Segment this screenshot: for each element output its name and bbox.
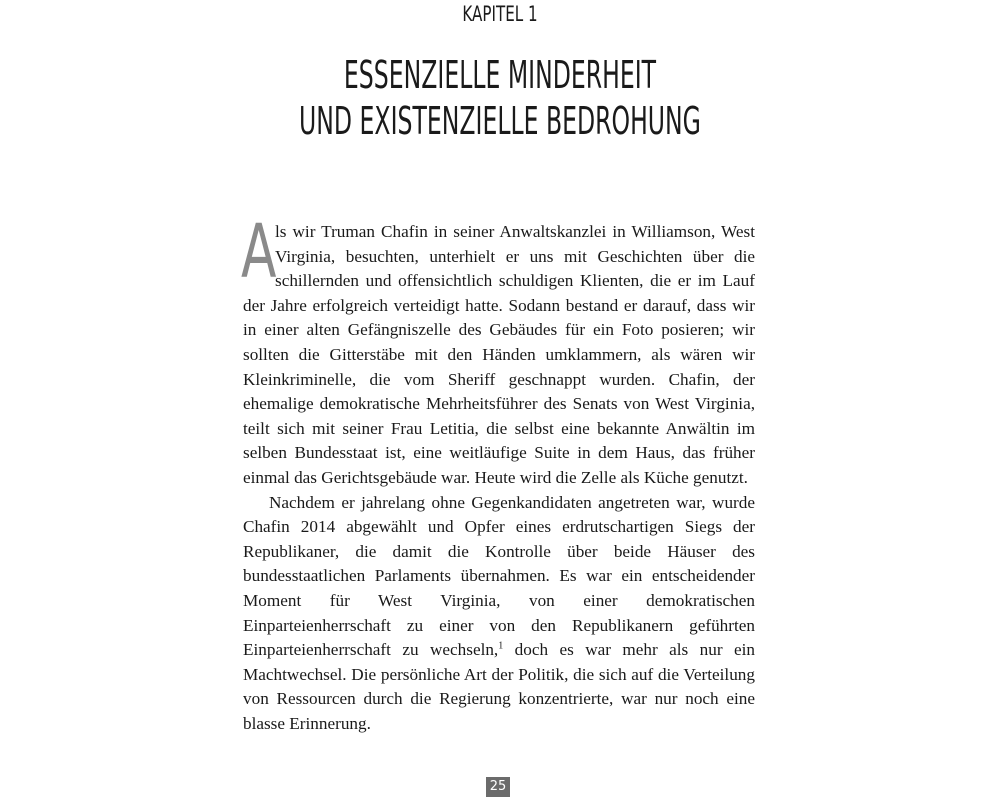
paragraph-2-text-part-1: Nachdem er jahrelang ohne Gegenkandidaten angetreten war, wurde Chafin 2014 abgewählt und Opfer eines erdrutschartigen Siegs der Republikaner, die damit die Kontrolle über beide Häuser des bundesstaatlichen Parlaments übernahmen. Es war ein entscheidender Moment für West Virginia, von einer demokratischen Einparteienherrschaft zu einer von den Republikanern geführten Einparteienherrschaft zu wechseln, — [243, 492, 755, 660]
paragraph-2-text-part-2: doch es war mehr als nur ein Machtwechsel. Die persönliche Art der Politik, die sich auf die Verteilung von Ressourcen durch die Regierung konzentrierte, war nur noch eine blasse Erinnerung. — [243, 640, 755, 733]
page-number: 25 — [486, 777, 510, 797]
paragraph-1 — [241, 209, 755, 491]
chapter-label: KAPITEL 1 — [462, 2, 538, 26]
footnote-reference[interactable]: 1 — [498, 640, 504, 652]
paragraph-1-text: ls wir Truman Chafin in seiner Anwaltskanzlei in Williamson, West Virginia, besuchten, unterhielt er uns mit Geschichten über die schillernden und offensichtlich schuldigen Klienten, die er im Lauf der Jahre erfolgreich verteidigt hatte. Sodann bestand er darauf, dass wir in einer alten Gefängniszelle des Gebäudes für ein Foto posieren; wir sollten die Gitterstäbe mit den Händen umklammern, als wären wir Kleinkriminelle, die vom Sheriff geschnappt wurden. Chafin, der ehemalige demokratische Mehrheitsführer des Senats von West Virginia, teilt sich mit seiner Frau Letitia, die selbst eine bekannte Anwältin im selben Bundesstaat ist, eine weitläufige Suite in dem Haus, das früher einmal das Gerichtsgebäude war. Heute wird die Zelle als Küche genutzt. — [243, 222, 755, 487]
chapter-title — [190, 52, 810, 144]
body-text — [241, 209, 755, 736]
paragraph-2 — [243, 491, 755, 737]
chapter-title-line-1: ESSENZIELLE MINDERHEIT — [343, 53, 657, 97]
chapter-title-line-2: UND EXISTENZIELLE BEDROHUNG — [299, 99, 701, 143]
drop-cap: A — [241, 209, 277, 295]
